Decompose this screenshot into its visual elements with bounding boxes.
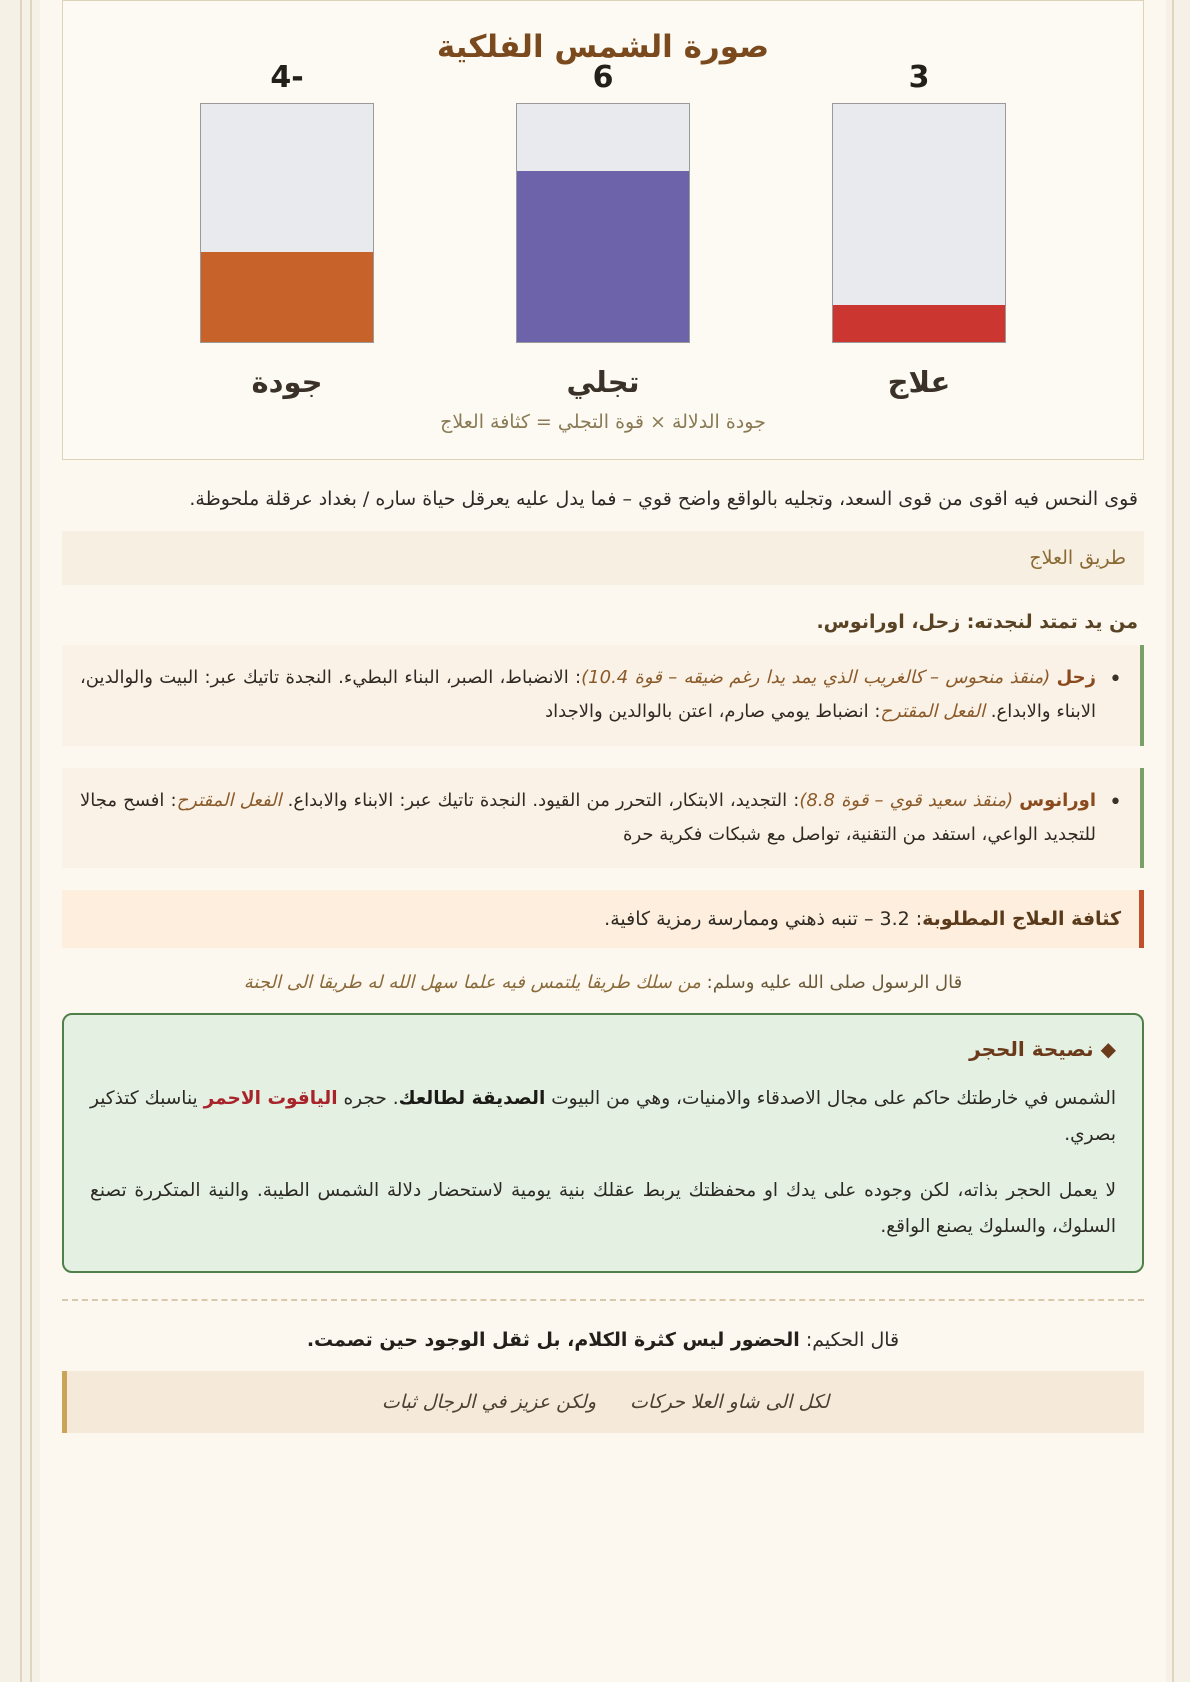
sage-prefix: قال الحكيم: bbox=[799, 1329, 900, 1352]
treatment-path-heading: طريق العلاج bbox=[62, 531, 1144, 585]
stone-advice-box bbox=[62, 1013, 1144, 1273]
stone-advice-title: ◆ نصيحة الحجر bbox=[969, 1036, 1116, 1061]
planet-name: اورانوس bbox=[1019, 789, 1097, 811]
hadith-prefix: قال الرسول صلى الله عليه وسلم: bbox=[700, 971, 963, 993]
bar-label-treatment: علاج bbox=[887, 365, 951, 400]
poem-hemistich-1: لكل الى شاو العلا حركات bbox=[630, 1391, 830, 1414]
planet-meta: (منقذ سعيد قوي – قوة 8.8) bbox=[799, 789, 1014, 811]
stone-advice-paragraph-2: لا يعمل الحجر بذاته، لكن وجوده على يدك او محفظتك يربط عقلك بنية يومية لاستحضار دلالة الشمس الطيبة. والنية المتكررة تصنع السلوك، والسلوك يصنع الواقع. bbox=[90, 1180, 1116, 1238]
page-right-rail bbox=[1172, 0, 1190, 1682]
advice-p1-a: الشمس في خارطتك حاكم على مجال الاصدقاء والامنيات، وهي من البيوت bbox=[545, 1087, 1117, 1109]
required-treatment-density bbox=[62, 890, 1144, 948]
helpers-lead: من يد تمتد لنجدته: زحل، اورانوس. bbox=[816, 611, 1138, 634]
sage-text: الحضور ليس كثرة الكلام، بل ثقل الوجود حين تصمت. bbox=[306, 1329, 800, 1352]
bar-value-manifestation: 6 bbox=[592, 60, 614, 96]
astro-sun-chart-card bbox=[62, 0, 1144, 460]
poem-box bbox=[62, 1371, 1144, 1433]
page-left-rail bbox=[0, 0, 22, 1682]
document-sheet bbox=[40, 0, 1166, 1682]
poem-hemistich-2: ولكن عزيز في الرجال ثبات bbox=[381, 1391, 597, 1414]
advice-p1-d: يناسبك كتذكير بصري. bbox=[90, 1087, 1116, 1145]
suggested-action-body: : افسح مجالا للتجديد الواعي، استفد من التقنية، تواصل مع شبكات فكرية حرة bbox=[80, 789, 1096, 845]
chart-title: صورة الشمس الفلكية bbox=[436, 29, 770, 65]
density-value: : 3.2 – تنبه ذهني وممارسة رمزية كافية. bbox=[604, 907, 923, 930]
bar-track-treatment bbox=[832, 103, 1006, 343]
planet-meta: (منقذ منحوس – كالغريب الذي يمد يدا رغم ضيقه – قوة 10.4) bbox=[581, 667, 1051, 689]
list-item bbox=[62, 768, 1144, 868]
page-left-inner-rule bbox=[30, 0, 32, 1682]
bar-label-quality: جودة bbox=[251, 365, 323, 400]
advice-friendly-houses: الصديقة لطالعك bbox=[398, 1087, 546, 1109]
bar-label-manifestation: تجلي bbox=[566, 365, 640, 400]
hadith-text: من سلك طريقا يلتمس فيه علما سهل الله له طريقا الى الجنة bbox=[243, 971, 701, 993]
bar-group-treatment bbox=[830, 60, 1008, 399]
planet-name: زحل bbox=[1056, 667, 1096, 689]
chart-formula-caption: جودة الدلالة × قوة التجلي = كثافة العلاج bbox=[440, 411, 766, 434]
bar-fill-quality bbox=[201, 252, 373, 342]
advice-p1-c: . حجره bbox=[337, 1087, 399, 1109]
document-content bbox=[40, 0, 1166, 1433]
bar-fill-treatment bbox=[833, 305, 1005, 342]
density-label: كثافة العلاج المطلوبة bbox=[922, 907, 1121, 930]
bar-group-manifestation bbox=[514, 60, 692, 399]
intro-paragraph: قوى النحس فيه اقوى من قوى السعد، وتجليه بالواقع واضح قوي – فما يدل عليه يعرقل حياة ساره / بغداد عرقلة ملحوظة. bbox=[189, 488, 1138, 510]
bar-value-quality: 4- bbox=[270, 60, 304, 96]
advice-stone-name: الياقوت الاحمر bbox=[203, 1087, 338, 1109]
bar-track-quality bbox=[200, 103, 374, 343]
planet-body: : الانضباط، الصبر، البناء البطيء. النجدة تاتيك عبر: البيت والوالدين، الابناء والابداع. bbox=[80, 667, 1096, 723]
hadith-quote bbox=[62, 952, 1144, 1007]
sage-quote bbox=[62, 1301, 1144, 1371]
suggested-action-label: الفعل المقترح bbox=[176, 789, 282, 811]
list-item bbox=[62, 645, 1144, 745]
bar-fill-manifestation bbox=[517, 171, 689, 342]
chart-plot-area bbox=[89, 60, 1117, 400]
planet-body: : التجديد، الابتكار، التحرر من القيود. النجدة تاتيك عبر: الابناء والابداع. bbox=[281, 789, 800, 811]
suggested-action-body: : انضباط يومي صارم، اعتن بالوالدين والاجداد bbox=[545, 701, 881, 723]
stone-advice-paragraph-1 bbox=[90, 1081, 1116, 1153]
bar-value-treatment: 3 bbox=[908, 60, 930, 96]
suggested-action-label: الفعل المقترح bbox=[880, 701, 986, 723]
bar-group-quality bbox=[198, 60, 376, 399]
bar-track-manifestation bbox=[516, 103, 690, 343]
helper-planets-list bbox=[62, 645, 1144, 868]
